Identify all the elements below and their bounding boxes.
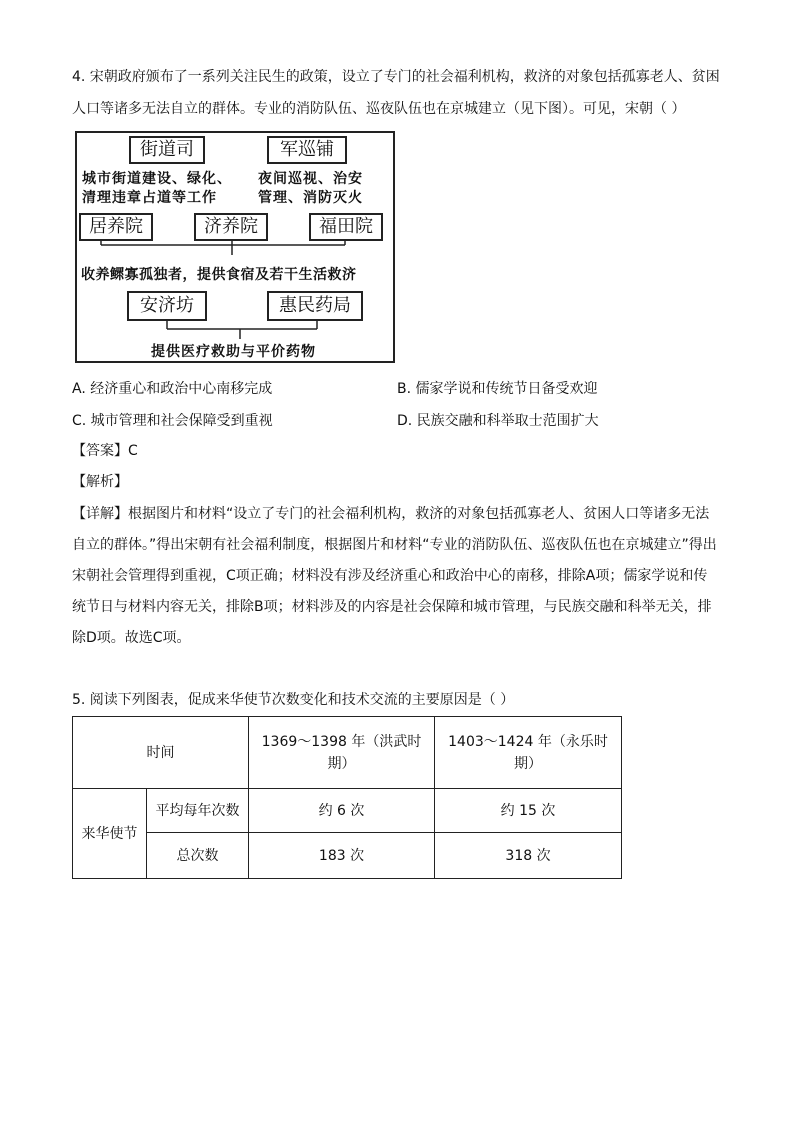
option-a: A. 经济重心和政治中心南移完成 bbox=[72, 381, 273, 397]
table-header-time: 时间 bbox=[73, 717, 249, 789]
detail-line4: 统节日与材料内容无关，排除B项；材料涉及的内容是社会保障和城市管理，与民族交融和科举无关，排 bbox=[72, 599, 712, 615]
table-row2-label: 总次数 bbox=[147, 833, 249, 879]
table-row2-val2: 318 次 bbox=[435, 833, 622, 879]
desc-jiedaosi-line1: 城市街道建设、绿化、 bbox=[82, 171, 232, 187]
box-futianyuan: 福田院 bbox=[309, 213, 383, 241]
answer-value: C bbox=[128, 443, 138, 459]
box-juyangyuan: 居养院 bbox=[79, 213, 153, 241]
table-row bbox=[73, 833, 622, 879]
desc-welfare: 收养鳏寡孤独者，提供食宿及若干生活救济 bbox=[81, 267, 357, 283]
table-row2-val1: 183 次 bbox=[249, 833, 435, 879]
table-header-yongle-line1: 1403～1424 年（永乐时 bbox=[448, 733, 608, 750]
detail-line1: 【详解】根据图片和材料“设立了专门的社会福利机构，救济的对象包括孤寡老人、贫困人口等诸多无法 bbox=[72, 506, 710, 522]
option-b: B. 儒家学说和传统节日备受欢迎 bbox=[397, 381, 598, 397]
table-row bbox=[73, 789, 622, 833]
q5-stem: 5. 阅读下列图表，促成来华使节次数变化和技术交流的主要原因是（ ） bbox=[72, 692, 515, 708]
detail-line3: 宋朝社会管理得到重视，C项正确；材料没有涉及经济重心和政治中心的南移，排除A项；儒家学说和传 bbox=[72, 568, 708, 584]
box-jiedaosi: 街道司 bbox=[129, 136, 205, 164]
option-c: C. 城市管理和社会保障受到重视 bbox=[72, 413, 273, 429]
desc-jiedaosi-line2: 清理违章占道等工作 bbox=[82, 190, 217, 206]
box-junxunpu: 军巡铺 bbox=[267, 136, 347, 164]
q4-stem-line2: 人口等诸多无法自立的群体。专业的消防队伍、巡夜队伍也在京城建立（见下图）。可见，宋朝（ ） bbox=[72, 101, 686, 117]
answer-line bbox=[72, 441, 138, 461]
box-anjifang: 安济坊 bbox=[127, 291, 207, 321]
desc-medical: 提供医疗救助与平价药物 bbox=[151, 344, 316, 360]
table-header-hongwu-line1: 1369～1398 年（洪武时 bbox=[261, 733, 422, 750]
desc-junxunpu-line2: 管理、消防灭火 bbox=[258, 190, 363, 206]
detail-line2: 自立的群体。”得出宋朝有社会福利制度，根据图片和材料“专业的消防队伍、巡夜队伍也在京城建立”得出 bbox=[72, 537, 717, 553]
box-huiminyaoju: 惠民药局 bbox=[267, 291, 363, 321]
desc-junxunpu-line1: 夜间巡视、治安 bbox=[258, 171, 363, 187]
q4-stem-line1: 4. 宋朝政府颁布了一系列关注民生的政策，设立了专门的社会福利机构，救济的对象包括孤寡老人、贫困 bbox=[72, 69, 720, 85]
detail-line5: 除D项。故选C项。 bbox=[72, 630, 191, 646]
box-jiyangyuan: 济养院 bbox=[194, 213, 268, 241]
table-header-hongwu bbox=[249, 717, 435, 789]
table-row1-val1: 约 6 次 bbox=[249, 789, 435, 833]
table-row-group: 来华使节 bbox=[73, 789, 147, 879]
table-header-yongle-line2: 期） bbox=[514, 755, 542, 772]
table-header-hongwu-line2: 期） bbox=[327, 755, 356, 772]
table-row1-label: 平均每年次数 bbox=[147, 789, 249, 833]
table-row1-val2: 约 15 次 bbox=[435, 789, 622, 833]
welfare-diagram bbox=[75, 131, 395, 363]
answer-tag: 【答案】 bbox=[72, 443, 128, 459]
table-header-yongle bbox=[435, 717, 622, 789]
option-d: D. 民族交融和科举取士范围扩大 bbox=[397, 413, 599, 429]
envoy-table bbox=[72, 716, 622, 879]
analysis-tag: 【解析】 bbox=[72, 474, 128, 490]
